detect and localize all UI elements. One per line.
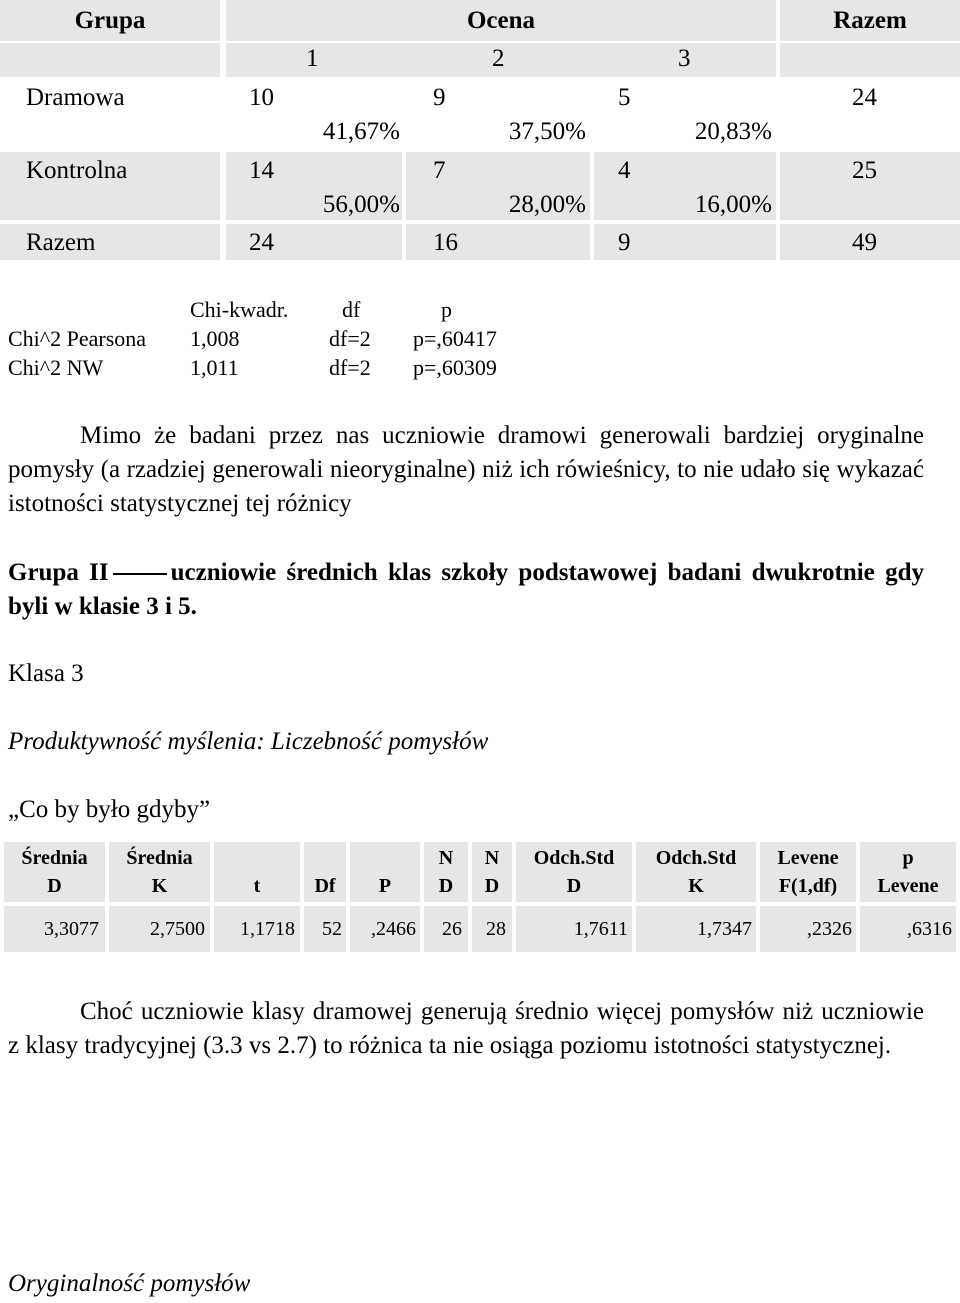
- td-value: 3,3077: [44, 918, 99, 940]
- cell-empty: [0, 43, 220, 77]
- td-value: 1,7347: [697, 918, 752, 940]
- td-value: 1,1718: [240, 918, 295, 940]
- chi-row-p: p=,60309: [413, 355, 497, 380]
- em-dash: [113, 573, 167, 575]
- chi-row-label: Chi^2 NW: [8, 355, 104, 380]
- count-cell: 9: [618, 229, 631, 256]
- th-line2: F(1,df): [778, 875, 838, 897]
- chi-row-value: 1,011: [190, 355, 239, 380]
- count-cell: 7: [433, 157, 446, 184]
- th-line2: P: [378, 875, 392, 897]
- chi-row-df: df=2: [329, 326, 371, 351]
- th-line1: N: [438, 847, 454, 869]
- total-cell: 49: [852, 229, 877, 256]
- chi-row-value: 1,008: [190, 326, 240, 351]
- count-cell: 14: [249, 157, 274, 184]
- count-cell: 10: [249, 84, 274, 111]
- pct-cell: 28,00%: [508, 191, 586, 218]
- td-value: ,2326: [807, 918, 852, 940]
- th-line2: D: [566, 875, 582, 897]
- count-cell: 16: [433, 229, 458, 256]
- th-line2: t: [253, 875, 261, 897]
- header-col-3: 3: [678, 45, 691, 72]
- header-col-2: 2: [492, 45, 505, 72]
- chi-row-df: df=2: [329, 355, 371, 380]
- cell-empty: [780, 43, 960, 77]
- row-label-dramowa: Dramowa: [26, 84, 125, 111]
- quote-title: „Co by było gdyby”: [8, 796, 211, 823]
- footer-section-title: Oryginalność pomysłów: [8, 1270, 251, 1297]
- th-line2: D: [484, 875, 500, 897]
- group-heading-desc: uczniowie średnich klas szkoły podstawowej badani dwukrotnie gdy byli w klasie 3 i 5.: [8, 559, 924, 620]
- th-line1: p: [902, 847, 914, 869]
- th-line2: D: [438, 875, 454, 897]
- header-col-1: 1: [306, 45, 319, 72]
- pct-cell: 41,67%: [322, 118, 400, 145]
- th-line1: Levene: [777, 847, 839, 869]
- pct-cell: 56,00%: [322, 191, 400, 218]
- group-heading-label: Grupa II: [8, 559, 109, 586]
- th-line2: K: [151, 875, 168, 897]
- section-title: Produktywność myślenia: Liczebność pomysłów: [8, 728, 489, 755]
- td-value: 28: [486, 918, 506, 940]
- paragraph-conclusion-2: Choć uczniowie klasy dramowej generują średnio więcej pomysłów niż uczniowie z klasy tradycyjnej (3.3 vs 2.7) to różnica ta nie osiąga poziomu istotności statystycznej.: [8, 998, 924, 1059]
- total-cell: 25: [852, 157, 877, 184]
- paragraph-conclusion-1: Mimo że badani przez nas uczniowie dramowi generowali bardziej oryginalne pomysły (a rzadziej generowali nieoryginalne) niż ich rówieśnicy, to nie udało się wykazać istotności statystycznej tej różnicy: [8, 422, 924, 517]
- chi-header-value: Chi-kwadr.: [190, 297, 289, 322]
- pct-cell: 37,50%: [508, 118, 586, 145]
- class-label: Klasa 3: [8, 660, 84, 687]
- th-line1: Średnia: [126, 847, 193, 869]
- chi-row-label: Chi^2 Pearsona: [8, 326, 147, 351]
- td-value: ,6316: [907, 918, 952, 940]
- td-value: ,2466: [371, 918, 416, 940]
- total-cell: 24: [852, 84, 877, 111]
- chi-header-df: df: [342, 297, 361, 322]
- count-cell: 4: [618, 157, 631, 184]
- td-value: 2,7500: [150, 918, 205, 940]
- th-line1: Odch.Std: [655, 847, 737, 869]
- th-line2: Levene: [877, 875, 939, 897]
- th-line1: Odch.Std: [533, 847, 615, 869]
- th-line2: K: [688, 875, 704, 897]
- td-value: 26: [442, 918, 462, 940]
- pct-cell: 16,00%: [694, 191, 772, 218]
- td-value: 52: [322, 918, 342, 940]
- count-cell: 9: [433, 84, 446, 111]
- th-line2: Df: [314, 875, 336, 897]
- row-label-kontrolna: Kontrolna: [26, 157, 128, 184]
- pct-cell: 20,83%: [694, 118, 772, 145]
- th-line1: Średnia: [21, 847, 88, 869]
- row-label-razem: Razem: [26, 229, 96, 256]
- header-ocena: Ocena: [466, 7, 536, 34]
- th-line1: N: [484, 847, 500, 869]
- count-cell: 24: [249, 229, 274, 256]
- count-cell: 5: [618, 84, 631, 111]
- chi-header-p: p: [441, 297, 452, 322]
- group-heading: [8, 556, 924, 624]
- chi-row-p: p=,60417: [413, 326, 497, 351]
- header-razem: Razem: [833, 7, 907, 34]
- header-grupa: Grupa: [74, 7, 146, 34]
- td-value: 1,7611: [573, 918, 628, 940]
- th-line2: D: [47, 875, 62, 897]
